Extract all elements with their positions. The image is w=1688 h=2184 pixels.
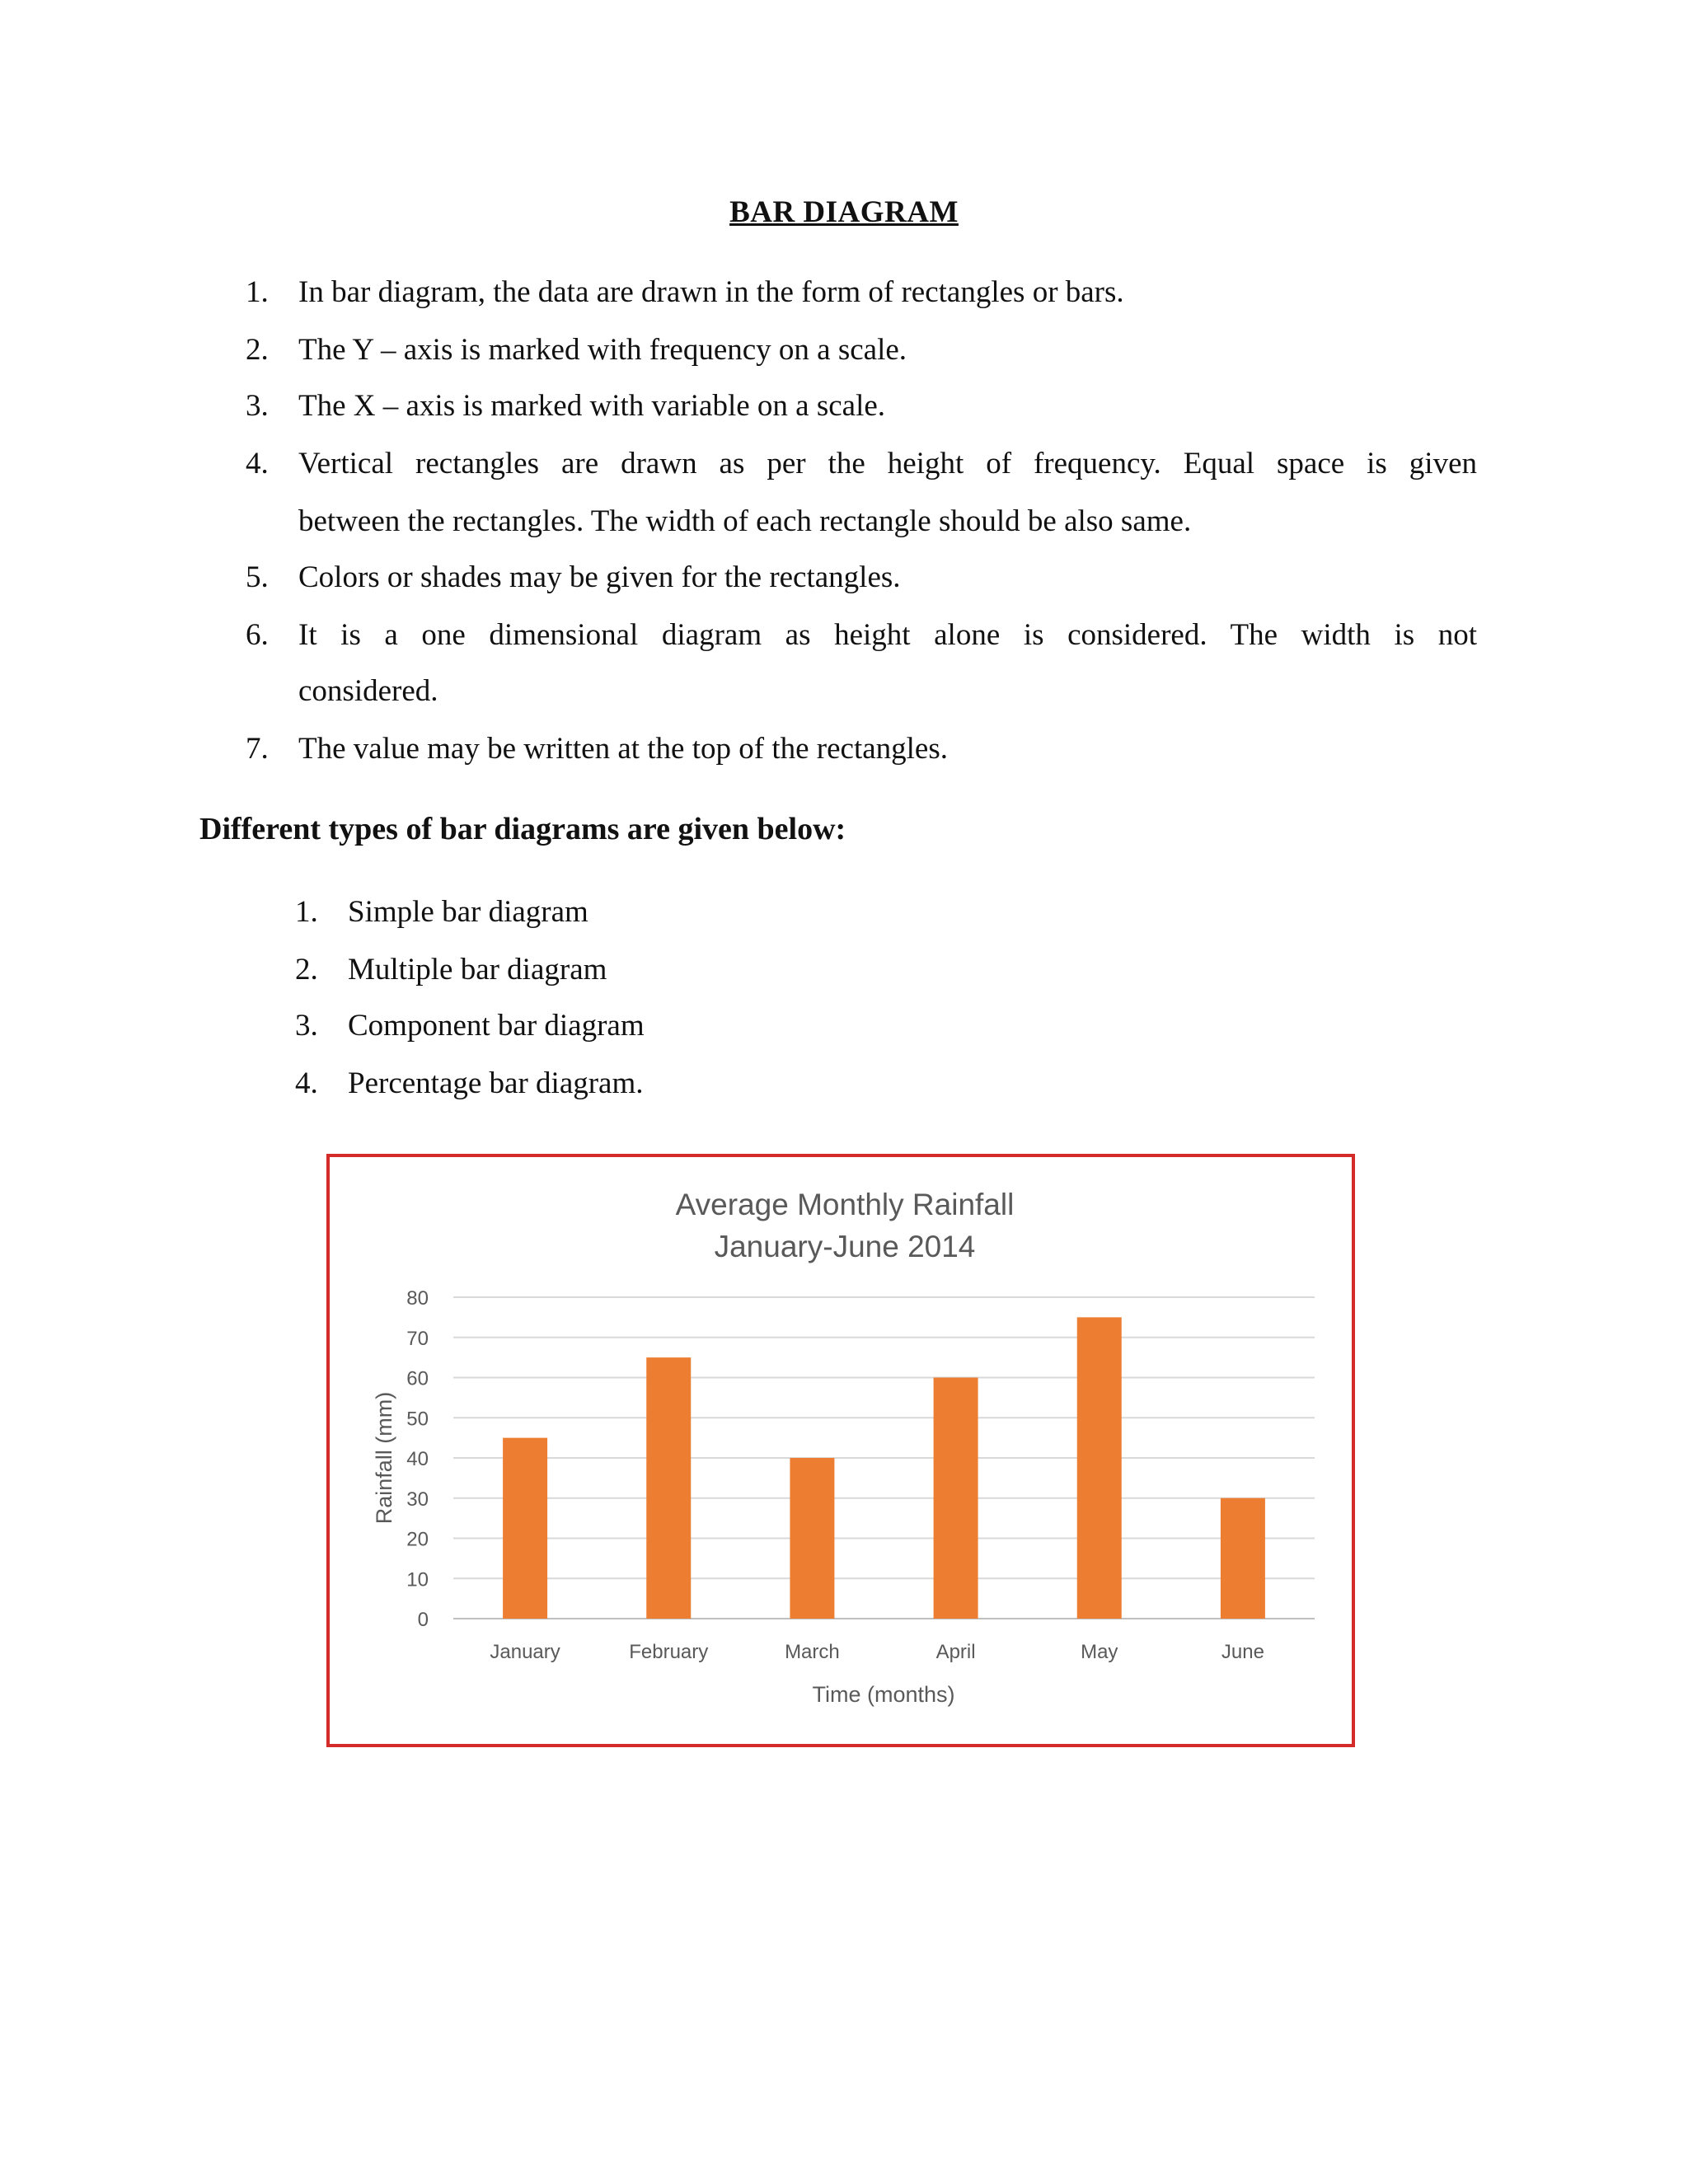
x-tick-label: February [629, 1641, 709, 1663]
chart-subtitle: January-June 2014 [714, 1230, 976, 1263]
section-subheading: Different types of bar diagrams are given below: [199, 812, 846, 846]
item-number: 4. [295, 1066, 318, 1100]
bar-may [1077, 1317, 1122, 1619]
y-tick-label: 20 [406, 1528, 429, 1551]
chart-title: Average Monthly Rainfall [675, 1188, 1015, 1221]
x-tick-label: May [1081, 1641, 1118, 1663]
x-tick-label: June [1221, 1641, 1264, 1663]
y-tick-labels [406, 1287, 429, 1631]
item-text: Colors or shades may be given for the rectangles. [298, 560, 901, 594]
gridlines [453, 1297, 1315, 1619]
item-text: It is a one dimensional diagram as height alone is considered. The width is not [298, 618, 1477, 652]
y-tick-label: 40 [406, 1448, 429, 1470]
y-axis-label: Rainfall (mm) [372, 1391, 396, 1525]
y-tick-label: 30 [406, 1488, 429, 1511]
item-number: 2. [246, 333, 269, 367]
x-axis-label: Time (months) [812, 1682, 955, 1707]
item-text-continued: between the rectangles. The width of each rectangle should be also same. [298, 504, 1192, 538]
item-text: Simple bar diagram [348, 895, 588, 929]
item-text: Vertical rectangles are drawn as per the height of frequency. Equal space is given [298, 447, 1477, 480]
chart-frame [326, 1154, 1355, 1747]
x-tick-label: April [935, 1641, 976, 1663]
item-text: In bar diagram, the data are drawn in the form of rectangles or bars. [298, 275, 1124, 309]
x-tick-label: March [785, 1641, 840, 1663]
item-number: 7. [246, 732, 269, 766]
item-text: The Y – axis is marked with frequency on a scale. [298, 333, 907, 367]
rainfall-bar-chart [330, 1157, 1352, 1744]
bars [503, 1317, 1265, 1619]
y-tick-label: 10 [406, 1568, 429, 1591]
bar-june [1221, 1498, 1265, 1619]
bar-january [503, 1438, 547, 1619]
item-number: 1. [246, 275, 269, 309]
y-tick-label: 0 [417, 1609, 429, 1631]
item-text: Percentage bar diagram. [348, 1066, 644, 1100]
item-number: 1. [295, 895, 318, 929]
item-number: 6. [246, 618, 269, 652]
x-tick-label: January [490, 1641, 560, 1663]
item-text: Multiple bar diagram [348, 953, 607, 987]
item-number: 4. [246, 447, 269, 480]
item-number: 5. [246, 560, 269, 594]
item-text: The X – axis is marked with variable on a scale. [298, 389, 886, 423]
item-number: 2. [295, 953, 318, 987]
item-number: 3. [295, 1009, 318, 1043]
bar-april [934, 1378, 978, 1619]
y-tick-label: 60 [406, 1367, 429, 1390]
item-text: Component bar diagram [348, 1009, 645, 1043]
y-tick-label: 70 [406, 1327, 429, 1350]
item-text: The value may be written at the top of the rectangles. [298, 732, 949, 766]
bar-march [790, 1458, 834, 1619]
page-title: BAR DIAGRAM [729, 195, 959, 229]
x-tick-labels [490, 1641, 1264, 1663]
item-number: 3. [246, 389, 269, 423]
y-tick-label: 80 [406, 1287, 429, 1310]
y-tick-label: 50 [406, 1408, 429, 1431]
item-text-continued: considered. [298, 674, 438, 708]
bar-february [646, 1357, 691, 1619]
